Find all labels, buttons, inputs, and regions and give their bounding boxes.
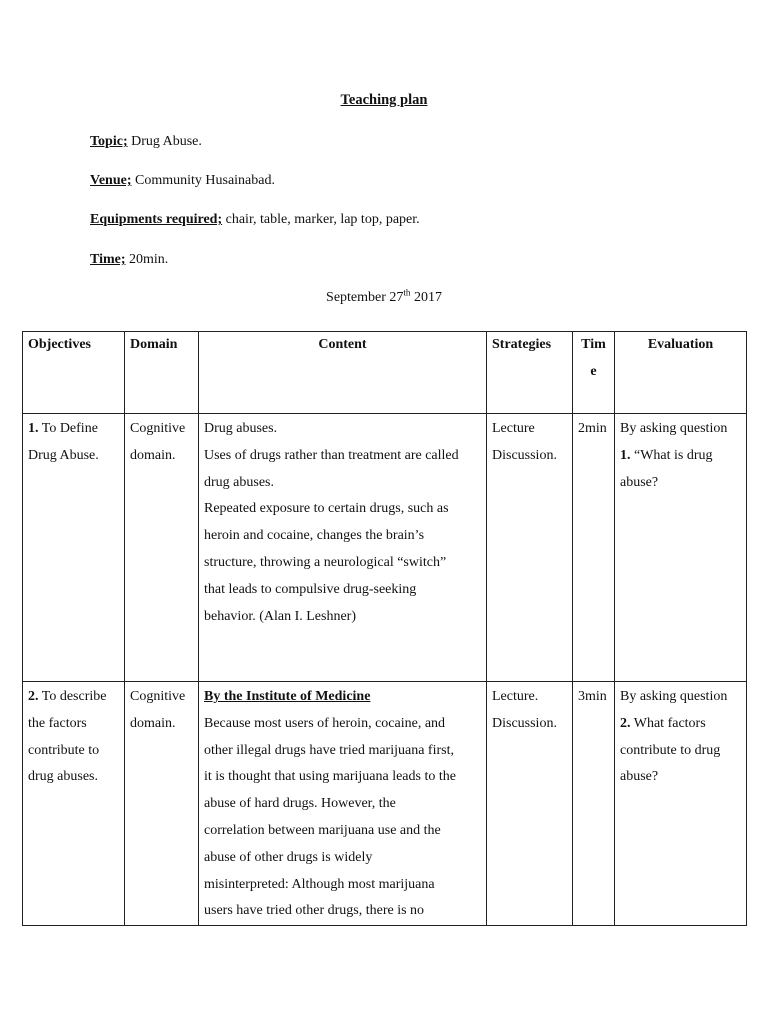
row1-content-line: Uses of drugs rather than treatment are called [204,447,459,463]
row2-content-heading: By the Institute of Medicine [204,689,371,704]
row2-content-line: it is thought that using marijuana leads to the [204,769,456,785]
row2-content-line: Because most users of heroin, cocaine, and [204,715,446,731]
table-header-row [23,332,747,414]
table-row [23,414,747,682]
row2-eval-number: 2. [620,715,631,731]
header-evaluation: Evaluation [615,332,747,414]
row1-domain-line1: Cognitive [130,421,186,436]
date-text: September 27 [326,290,404,305]
row2-strategy-line1: Lecture. [492,689,539,704]
header-strategies: Strategies [487,332,573,414]
row2-content-line: users have tried other drugs, there is no [204,903,425,919]
time-value: 20min. [125,252,169,267]
row2-strategies [487,682,573,926]
row1-content-line: that leads to compulsive drug-seeking [204,581,417,597]
document-title: Teaching plan [340,92,428,108]
row2-domain-line1: Cognitive [130,689,186,704]
equipment-label: Equipments required; [90,212,223,227]
row1-strategies [487,414,573,682]
row1-objective-line [28,416,119,443]
row2-content-line: misinterpreted: Although most marijuana [204,876,435,892]
row2-content-line: correlation between marijuana use and the [204,822,441,838]
row2-evaluation [615,682,747,926]
row1-eval-text: “What is drug [630,447,713,463]
row1-evaluation [615,414,747,682]
row2-domain [125,682,199,926]
header-objectives: Objectives [23,332,125,414]
row1-content [199,414,487,682]
row1-content-line: Repeated exposure to certain drugs, such as [204,501,449,517]
row1-time: 2min [573,414,615,682]
row1-objective-number: 1. [28,421,39,436]
row1-eval-line1: By asking question [620,421,728,436]
row1-objective-line2: Drug Abuse. [28,447,99,463]
row1-strategy-line2: Discussion. [492,447,557,463]
date-suffix: th [403,287,411,298]
row2-objective-line3: contribute to [28,742,100,758]
row2-content-line: abuse of hard drugs. However, the [204,796,396,812]
plan-date [0,287,768,306]
venue-value: Community Husainabad. [131,173,275,188]
time-line [90,252,168,268]
row2-time: 3min [573,682,615,926]
row1-domain [125,414,199,682]
table-row [23,682,747,926]
row2-content [199,682,487,926]
row2-objective-line4: drug abuses. [28,769,98,785]
venue-label: Venue; [90,173,132,188]
row2-objective-text: To describe [38,689,107,704]
row1-strategy-line1: Lecture [492,421,535,436]
row2-eval-line1: By asking question [620,689,728,704]
time-label: Time; [90,252,126,267]
row1-eval-line2 [620,443,741,470]
row1-content-line: drug abuses. [204,474,274,490]
topic-label: Topic; [90,134,128,149]
header-domain: Domain [125,332,199,414]
teaching-plan-table [22,331,747,926]
header-time-part2: e [590,363,597,379]
venue-line [90,173,275,189]
row1-content-line: structure, throwing a neurological “switch” [204,554,447,570]
row2-eval-line2 [620,711,741,738]
header-content: Content [199,332,487,414]
header-time [573,332,615,414]
row2-objective-number: 2. [28,689,39,704]
row2-objective-line [28,684,119,711]
row2-strategy-line2: Discussion. [492,715,557,731]
row1-eval-line3: abuse? [620,474,659,490]
row1-content-line: behavior. (Alan I. Leshner) [204,608,356,624]
row1-content-line: heroin and cocaine, changes the brain’s [204,528,425,544]
row2-content-line: other illegal drugs have tried marijuana first, [204,742,454,758]
equipment-value: chair, table, marker, lap top, paper. [222,212,420,227]
row2-eval-line4: abuse? [620,769,659,785]
date-year: 2017 [410,290,442,305]
row2-objectives [23,682,125,926]
row2-content-line: abuse of other drugs is widely [204,849,373,865]
row2-eval-line3: contribute to drug [620,742,721,758]
row1-objectives [23,414,125,682]
row1-content-line: Drug abuses. [204,421,278,436]
row1-objective-text: To Define [38,421,98,436]
row1-eval-number: 1. [620,447,631,463]
topic-value: Drug Abuse. [127,134,202,149]
row2-domain-line2: domain. [130,715,176,731]
topic-line [90,134,202,150]
header-time-part1: Tim [581,337,606,352]
row2-eval-text: What factors [630,715,706,731]
row1-domain-line2: domain. [130,447,176,463]
row2-objective-line2: the factors [28,715,87,731]
equipment-line [90,212,420,228]
